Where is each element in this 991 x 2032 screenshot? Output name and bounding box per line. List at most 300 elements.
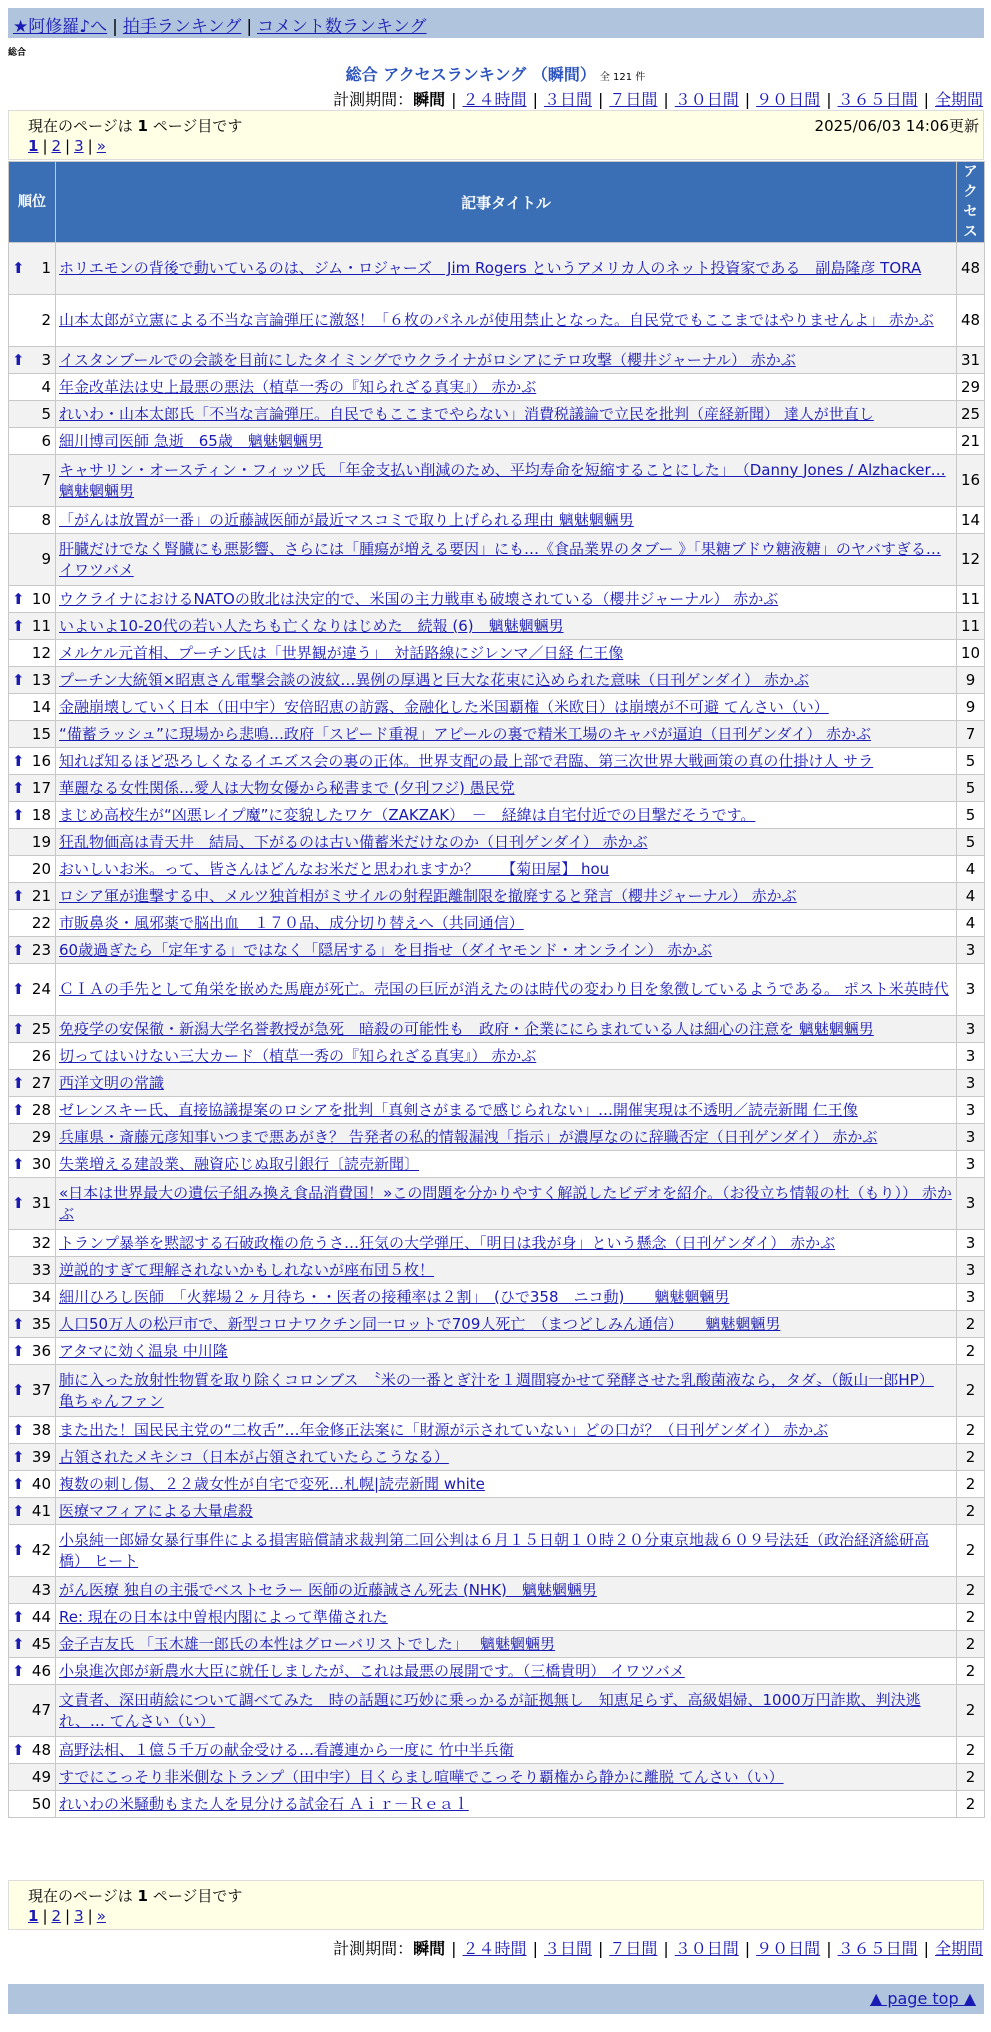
period-separator: | bbox=[597, 90, 604, 109]
rank-up-icon: ⬆ bbox=[12, 1607, 25, 1626]
article-title-link[interactable]: がん医療 独自の主張でベストセラー 医師の近藤誠さん死去 (NHK) 魑魅魍魎男 bbox=[59, 1580, 597, 1599]
page-link-2[interactable]: 2 bbox=[51, 1907, 62, 1925]
rank-number: 31 bbox=[31, 1194, 51, 1212]
rank-number: 49 bbox=[31, 1767, 51, 1786]
rank-cell bbox=[9, 455, 56, 507]
pager-bottom bbox=[8, 1880, 984, 1930]
rank-number: 7 bbox=[41, 471, 51, 489]
title-cell bbox=[56, 1658, 957, 1685]
access-count: 2 bbox=[957, 1631, 985, 1658]
article-title-link[interactable]: 「がんは放置が一番」の近藤誠医師が最近マスコミで取り上げられる理由 魑魅魍魎男 bbox=[59, 510, 634, 529]
table-row bbox=[9, 1685, 985, 1737]
period-separator: | bbox=[532, 1939, 538, 1958]
rank-cell bbox=[9, 1471, 56, 1498]
ranking-title bbox=[0, 62, 991, 85]
article-title-link[interactable]: 人口50万人の松戸市で、新型コロナワクチン同一ロットで709人死亡 （まつどしみん通信） 魑魅魍魎男 bbox=[59, 1314, 781, 1333]
rank-number: 33 bbox=[31, 1260, 51, 1279]
article-title-link[interactable]: おいしいお米。って、皆さんはどんなお米だと思われますか？ 【菊田屋】 hou bbox=[59, 859, 610, 878]
rank-number: 38 bbox=[31, 1420, 51, 1439]
rank-cell bbox=[9, 1417, 56, 1444]
rank-number: 32 bbox=[31, 1233, 51, 1252]
rank-number: 46 bbox=[31, 1661, 51, 1680]
rank-cell bbox=[9, 613, 56, 640]
title-cell bbox=[56, 1737, 957, 1764]
page-separator: | bbox=[65, 1907, 71, 1925]
access-count: 2 bbox=[957, 1737, 985, 1764]
table-row bbox=[9, 1178, 985, 1230]
access-count: 3 bbox=[957, 1016, 985, 1043]
access-count: 2 bbox=[957, 1764, 985, 1791]
article-title-link[interactable]: 肺に入った放射性物質を取り除くコロンブス 〝米の一番とぎ汁を１週間寝かせて発酵させた乳酸菌液なら，タダ〟（飯山一郎HP） 亀ちゃんファン bbox=[59, 1370, 934, 1410]
article-title-link[interactable]: 市販鼻炎・風邪薬で脳出血 １７０品、成分切り替えへ（共同通信） bbox=[59, 913, 524, 932]
period-separator: | bbox=[532, 90, 538, 109]
period-separator: | bbox=[597, 1939, 604, 1958]
article-title-link[interactable]: いよいよ10-20代の若い人たちも亡くなりはじめた 続報 (6) 魑魅魍魎男 bbox=[59, 616, 564, 635]
rank-number: 50 bbox=[31, 1794, 51, 1813]
title-cell bbox=[56, 1284, 957, 1311]
article-title-link[interactable]: 華麗なる女性関係…愛人は大物女優から秘書まで (夕刊フジ) 愚民党 bbox=[59, 778, 515, 797]
period-current: 瞬間 bbox=[413, 90, 446, 109]
rank-cell bbox=[9, 1070, 56, 1097]
period-selector-bottom bbox=[333, 1936, 983, 1959]
comment-ranking-link[interactable]: コメント数ランキング bbox=[257, 17, 427, 37]
title-cell bbox=[56, 1097, 957, 1124]
article-title-link[interactable]: れいわの米騒動もまた人を見分ける試金石 Ａｉｒ－Ｒｅａｌ bbox=[59, 1794, 469, 1813]
top-nav-bar bbox=[8, 8, 984, 38]
rank-number: 12 bbox=[31, 643, 51, 662]
table-row bbox=[9, 243, 985, 295]
col-title-header: 記事タイトル bbox=[56, 162, 957, 243]
rank-number: 2 bbox=[41, 311, 51, 329]
period-option-4[interactable]: ９０日間 bbox=[756, 90, 821, 109]
rank-cell bbox=[9, 1498, 56, 1525]
article-title-link[interactable]: 失業増える建設業、融資応じぬ取引銀行〔読売新聞〕 bbox=[59, 1154, 420, 1173]
access-count: 4 bbox=[957, 856, 985, 883]
title-cell bbox=[56, 1471, 957, 1498]
article-title-link[interactable]: すでにこっそり非米側なトランプ（田中宇）目くらまし喧嘩でこっそり覇権から静かに離脱 てんさい（い） bbox=[59, 1767, 784, 1786]
period-option-2[interactable]: ７日間 bbox=[609, 1939, 658, 1958]
rank-number: 14 bbox=[31, 697, 51, 716]
next-page-link[interactable]: » bbox=[96, 1907, 106, 1925]
article-title-link[interactable]: れいわ・山本太郎氏「不当な言論弾圧。自民でもここまでやらない」消費税議論で立民を批判（産経新聞） 達人が世直し bbox=[59, 404, 874, 423]
period-option-6[interactable]: 全期間 bbox=[934, 1939, 983, 1958]
period-option-5[interactable]: ３６５日間 bbox=[837, 90, 918, 109]
table-row bbox=[9, 428, 985, 455]
col-access-header: アクセス bbox=[957, 162, 985, 243]
page-link-3[interactable]: 3 bbox=[74, 1907, 84, 1925]
article-title-link[interactable]: 高野法相、１億５千万の献金受ける…看護連から一度に 竹中半兵衛 bbox=[59, 1740, 514, 1759]
article-title-link[interactable]: 細川ひろし医師 「火葬場２ヶ月待ち・・医者の接種率は２割」 (ひで358 ニコ動) 魑魅魍魎男 bbox=[59, 1287, 730, 1306]
rank-number: 5 bbox=[41, 404, 51, 423]
updated-timestamp: 2025/06/03 14:06更新 bbox=[814, 117, 979, 135]
rank-cell bbox=[9, 1124, 56, 1151]
access-count: 12 bbox=[957, 534, 985, 586]
article-title-link[interactable]: 西洋文明の常識 bbox=[59, 1073, 165, 1092]
page-link-3[interactable]: 3 bbox=[74, 137, 84, 155]
clap-ranking-link[interactable]: 拍手ランキング bbox=[122, 17, 242, 37]
rank-cell bbox=[9, 1365, 56, 1417]
period-option-1[interactable]: ３日間 bbox=[543, 90, 592, 109]
rank-number: 1 bbox=[41, 259, 51, 277]
article-title-link[interactable]: アタマに効く温泉 中川隆 bbox=[59, 1341, 228, 1360]
access-count: 29 bbox=[957, 374, 985, 401]
title-cell bbox=[56, 1178, 957, 1230]
article-title-link[interactable]: メルケル元首相、プーチン氏は「世界観が違う」 対話路線にジレンマ／日経 仁王像 bbox=[59, 643, 624, 662]
ranking-table bbox=[8, 161, 985, 1818]
rank-number: 6 bbox=[41, 431, 51, 450]
article-title-link[interactable]: «日本は世界最大の遺伝子組み換え食品消費国！»この問題を分かりやすく解説したビデオを紹介。（お役立ち情報の杜（もり）） 赤かぶ bbox=[59, 1183, 952, 1223]
rank-cell bbox=[9, 401, 56, 428]
title-cell bbox=[56, 613, 957, 640]
rank-cell bbox=[9, 1311, 56, 1338]
rank-number: 36 bbox=[31, 1341, 51, 1360]
title-cell bbox=[56, 910, 957, 937]
access-count: 11 bbox=[957, 586, 985, 613]
table-row bbox=[9, 1471, 985, 1498]
article-title-link[interactable]: Re: 現在の日本は中曽根内閣によって準備された bbox=[59, 1607, 388, 1626]
bottom-bar bbox=[8, 1984, 984, 2014]
rank-cell bbox=[9, 1257, 56, 1284]
rank-up-icon: ⬆ bbox=[12, 1100, 25, 1119]
title-cell bbox=[56, 775, 957, 802]
page-top-link[interactable]: ▲ page top ▲ bbox=[869, 1989, 976, 2008]
page-separator: | bbox=[87, 1907, 93, 1925]
title-cell bbox=[56, 1016, 957, 1043]
table-row bbox=[9, 829, 985, 856]
rank-up-icon: ⬆ bbox=[12, 1740, 25, 1759]
rank-cell bbox=[9, 347, 56, 374]
period-option-3[interactable]: ３０日間 bbox=[674, 1939, 739, 1958]
page-separator: | bbox=[42, 137, 48, 155]
table-row bbox=[9, 347, 985, 374]
table-row bbox=[9, 802, 985, 829]
rank-number: 34 bbox=[31, 1287, 51, 1306]
rank-cell bbox=[9, 1230, 56, 1257]
title-cell bbox=[56, 1631, 957, 1658]
rank-number: 22 bbox=[31, 913, 51, 932]
rank-number: 17 bbox=[31, 778, 51, 797]
rank-cell bbox=[9, 640, 56, 667]
access-count: 48 bbox=[957, 243, 985, 295]
article-title-link[interactable]: プーチン大統領×昭恵さん電撃会談の波紋…異例の厚遇と巨大な花束に込められた意味（日刊ゲンダイ） 赤かぶ bbox=[59, 670, 809, 689]
table-row bbox=[9, 1365, 985, 1417]
rank-cell bbox=[9, 748, 56, 775]
article-title-link[interactable]: ＣＩＡの手先として角栄を嵌めた馬鹿が死亡。売国の巨匠が消えたのは時代の変わり目を象徴しているようである。 ポスト米英時代 bbox=[59, 980, 949, 998]
access-count: 3 bbox=[957, 1151, 985, 1178]
table-row bbox=[9, 1498, 985, 1525]
access-count: 2 bbox=[957, 1365, 985, 1417]
rank-number: 48 bbox=[31, 1740, 51, 1759]
rank-cell bbox=[9, 883, 56, 910]
rank-number: 25 bbox=[31, 1019, 51, 1038]
rank-cell bbox=[9, 694, 56, 721]
rank-cell bbox=[9, 1791, 56, 1818]
title-cell bbox=[56, 694, 957, 721]
article-title-link[interactable]: 金融崩壊していく日本（田中宇）安倍昭恵の訪露、金融化した米国覇権（米欧日）は崩壊が不可避 てんさい（い） bbox=[59, 697, 829, 716]
rank-number: 43 bbox=[31, 1580, 51, 1599]
article-title-link[interactable]: 知れば知るほど恐ろしくなるイエズス会の裏の正体。世界支配の最上部で君臨、第三次世界大戦画策の真の仕掛け人 サラ bbox=[59, 751, 874, 770]
rank-number: 9 bbox=[41, 550, 51, 568]
article-title-link[interactable]: ウクライナにおけるNATOの敗北は決定的で、米国の主力戦車も破壊されている（櫻井ジャーナル） 赤かぶ bbox=[59, 589, 779, 608]
rank-number: 13 bbox=[31, 670, 51, 689]
table-row bbox=[9, 964, 985, 1016]
rank-cell bbox=[9, 1577, 56, 1604]
current-page-text: 現在のページは 1 ページ目です bbox=[28, 117, 243, 135]
title-cell bbox=[56, 347, 957, 374]
rank-number: 42 bbox=[31, 1541, 51, 1559]
article-title-link[interactable]: トランプ暴挙を黙認する石破政権の危うさ…狂気の大学弾圧、「明日は我が身」という懸念（日刊ゲンダイ） 赤かぶ bbox=[59, 1233, 836, 1252]
rank-cell bbox=[9, 1043, 56, 1070]
article-title-link[interactable]: 逆説的すぎて理解されないかもしれないが座布団５枚！ bbox=[59, 1260, 435, 1279]
rank-cell bbox=[9, 1604, 56, 1631]
rank-cell bbox=[9, 910, 56, 937]
article-title-link[interactable]: ロシア軍が進撃する中、メルツ独首相がミサイルの射程距離制限を撤廃すると発言（櫻井ジャーナル） 赤かぶ bbox=[59, 886, 797, 905]
rank-number: 39 bbox=[31, 1447, 51, 1466]
table-row bbox=[9, 613, 985, 640]
rank-up-icon: ⬆ bbox=[12, 616, 25, 635]
rank-cell bbox=[9, 428, 56, 455]
table-row bbox=[9, 1257, 985, 1284]
title-cell bbox=[56, 401, 957, 428]
article-title-link[interactable]: 細川博司医師 急逝 65歳 魑魅魍魎男 bbox=[59, 431, 323, 450]
title-cell bbox=[56, 1151, 957, 1178]
home-link[interactable]: ★阿修羅♪へ bbox=[13, 17, 108, 37]
access-count: 48 bbox=[957, 295, 985, 347]
rank-cell bbox=[9, 1016, 56, 1043]
table-row bbox=[9, 1604, 985, 1631]
rank-number: 41 bbox=[31, 1501, 51, 1520]
article-title-link[interactable]: 文責者、深田萌絵について調べてみた 時の話題に巧妙に乗っかるが証拠無し 知恵足らず、高級娼婦、1000万円詐欺、判決逃れ、… てんさい（い） bbox=[59, 1690, 921, 1730]
title-cell bbox=[56, 374, 957, 401]
access-count: 2 bbox=[957, 1525, 985, 1577]
period-separator: | bbox=[826, 1939, 832, 1958]
table-row bbox=[9, 1124, 985, 1151]
table-row bbox=[9, 455, 985, 507]
access-count: 3 bbox=[957, 1097, 985, 1124]
access-count: 2 bbox=[957, 1311, 985, 1338]
table-row bbox=[9, 667, 985, 694]
rank-number: 10 bbox=[31, 589, 51, 608]
table-row bbox=[9, 721, 985, 748]
period-label: 計測期間： bbox=[333, 90, 414, 109]
table-row bbox=[9, 694, 985, 721]
article-title-link[interactable]: “備蓄ラッシュ”に現場から悲鳴…政府「スピード重視」アピールの裏で精米工場のキャパが逼迫（日刊ゲンダイ） 赤かぶ bbox=[59, 724, 872, 743]
article-title-link[interactable]: 狂乱物価高は青天井 結局、下がるのは古い備蓄米だけなのか（日刊ゲンダイ） 赤かぶ bbox=[59, 832, 648, 851]
title-cell bbox=[56, 1230, 957, 1257]
next-page-link[interactable]: » bbox=[96, 137, 106, 155]
access-count: 2 bbox=[957, 1604, 985, 1631]
rank-number: 27 bbox=[31, 1073, 51, 1092]
rank-up-icon: ⬆ bbox=[12, 751, 25, 770]
title-cell bbox=[56, 937, 957, 964]
title-cell bbox=[56, 802, 957, 829]
access-count: 3 bbox=[957, 1178, 985, 1230]
access-count: 2 bbox=[957, 1444, 985, 1471]
access-count: 31 bbox=[957, 347, 985, 374]
rank-cell bbox=[9, 1178, 56, 1230]
title-cell bbox=[56, 243, 957, 295]
article-title-link[interactable]: 肝臓だけでなく腎臓にも悪影響、さらには「腫瘍が増える要因」にも…《食品業界のタブー 》「果糖ブドウ糖液糖」のヤバすぎる… イワツバメ bbox=[59, 539, 941, 579]
title-cell bbox=[56, 1365, 957, 1417]
page-link-2[interactable]: 2 bbox=[51, 137, 62, 155]
rank-up-icon: ⬆ bbox=[12, 1019, 25, 1038]
rank-number: 4 bbox=[41, 377, 51, 396]
article-title-link[interactable]: 小泉純一郎婦女暴行事件による損害賠償請求裁判第二回公判は６月１５日朝１０時２０分東京地裁６０９号法廷（政治経済総研高橋） ヒート bbox=[59, 1530, 930, 1570]
rank-up-icon: ⬆ bbox=[12, 1381, 25, 1399]
rank-cell bbox=[9, 802, 56, 829]
table-row bbox=[9, 295, 985, 347]
rank-cell bbox=[9, 829, 56, 856]
table-header bbox=[9, 162, 985, 243]
title-cell bbox=[56, 1124, 957, 1151]
period-option-3[interactable]: ３０日間 bbox=[674, 90, 739, 109]
rank-up-icon: ⬆ bbox=[12, 1474, 25, 1493]
table-row bbox=[9, 1016, 985, 1043]
rank-cell bbox=[9, 937, 56, 964]
rank-number: 20 bbox=[31, 859, 51, 878]
rank-number: 24 bbox=[31, 980, 51, 998]
article-title-link[interactable]: ゼレンスキー氏、直接協議提案のロシアを批判「真剣さがまるで感じられない」…開催実現は不透明／読売新聞 仁王像 bbox=[59, 1100, 858, 1119]
title-cell bbox=[56, 1417, 957, 1444]
rank-number: 18 bbox=[31, 805, 51, 824]
title-cell bbox=[56, 640, 957, 667]
article-title-link[interactable]: 兵庫県・斎藤元彦知事いつまで悪あがき？ 告発者の私的情報漏洩「指示」が濃厚なのに辞職否定（日刊ゲンダイ） 赤かぶ bbox=[59, 1127, 878, 1146]
access-count: 21 bbox=[957, 428, 985, 455]
article-title-link[interactable]: まじめ高校生が“凶悪レイプ魔”に変貌したワケ（ZAKZAK） － 経緯は自宅付近での目撃だそうです。 bbox=[59, 805, 756, 824]
rank-up-icon: ⬆ bbox=[12, 1634, 25, 1653]
period-separator: | bbox=[744, 1939, 751, 1958]
page-link-current[interactable]: 1 bbox=[28, 1907, 39, 1925]
article-title-link[interactable]: ホリエモンの背後で動いているのは、ジム・ロジャーズ Jim Rogers というアメリカ人のネット投資家である 副島隆彦 TORA bbox=[59, 259, 922, 277]
access-count: 2 bbox=[957, 1658, 985, 1685]
rank-cell bbox=[9, 1764, 56, 1791]
rank-number: 3 bbox=[41, 350, 51, 369]
access-count: 3 bbox=[957, 1043, 985, 1070]
article-title-link[interactable]: キャサリン・オースティン・フィッツ氏 「年金支払い削減のため、平均寿命を短縮することにした」 （Danny Jones / Alzhacker… 魑魅魍魎男 bbox=[59, 460, 946, 500]
rank-number: 28 bbox=[31, 1100, 51, 1119]
period-separator: | bbox=[451, 1939, 457, 1958]
access-count: 3 bbox=[957, 937, 985, 964]
title-cell bbox=[56, 1498, 957, 1525]
period-option-5[interactable]: ３６５日間 bbox=[837, 1939, 918, 1958]
period-option-4[interactable]: ９０日間 bbox=[756, 1939, 821, 1958]
rank-up-icon: ⬆ bbox=[12, 1501, 25, 1520]
article-title-link[interactable]: 60歳過ぎたら「定年する」ではなく「隠居する」を目指せ（ダイヤモンド・オンライン） 赤かぶ bbox=[59, 940, 713, 959]
period-label: 計測期間： bbox=[333, 1939, 414, 1958]
article-title-link[interactable]: 小泉進次郎が新農水大臣に就任しましたが、これは最悪の展開です。（三橋貴明） イワツバメ bbox=[59, 1661, 685, 1680]
table-row bbox=[9, 1151, 985, 1178]
page-separator: | bbox=[87, 137, 93, 155]
access-count: 16 bbox=[957, 455, 985, 507]
ranking-title-text: 総合 アクセスランキング （瞬間） bbox=[345, 65, 596, 84]
period-option-0[interactable]: ２４時間 bbox=[462, 90, 527, 109]
title-cell bbox=[56, 721, 957, 748]
rank-number: 47 bbox=[31, 1701, 51, 1719]
article-title-link[interactable]: 占領されたメキシコ（日本が占領されていたらこうなる） bbox=[59, 1447, 449, 1466]
access-count: 2 bbox=[957, 1791, 985, 1818]
rank-up-icon: ⬆ bbox=[12, 1154, 25, 1173]
access-count: 25 bbox=[957, 401, 985, 428]
rank-cell bbox=[9, 243, 56, 295]
table-row bbox=[9, 1525, 985, 1577]
rank-number: 15 bbox=[31, 724, 51, 743]
article-title-link[interactable]: また出た！国民民主党の“二枚舌”…年金修正法案に「財源が示されていない」どの口が？（日刊ゲンダイ） 赤かぶ bbox=[59, 1420, 829, 1439]
page-separator: | bbox=[42, 1907, 48, 1925]
article-title-link[interactable]: 複数の刺し傷、２２歳女性が自宅で変死…札幌|読売新聞 white bbox=[59, 1474, 485, 1493]
access-count: 9 bbox=[957, 667, 985, 694]
title-cell bbox=[56, 1525, 957, 1577]
period-option-0[interactable]: ２４時間 bbox=[462, 1939, 527, 1958]
col-rank-header: 順位 bbox=[9, 162, 56, 243]
rank-up-icon: ⬆ bbox=[12, 980, 25, 998]
total-count: 全 121 件 bbox=[599, 72, 646, 83]
period-option-6[interactable]: 全期間 bbox=[934, 90, 983, 109]
rank-number: 23 bbox=[31, 940, 51, 959]
table-row bbox=[9, 1043, 985, 1070]
rank-number: 8 bbox=[41, 510, 51, 529]
article-title-link[interactable]: イスタンブールでの会談を目前にしたタイミングでウクライナがロシアにテロ攻撃（櫻井ジャーナル） 赤かぶ bbox=[59, 350, 796, 369]
title-cell bbox=[56, 1604, 957, 1631]
title-cell bbox=[56, 856, 957, 883]
title-cell bbox=[56, 1577, 957, 1604]
article-title-link[interactable]: 山本太郎が立憲による不当な言論弾圧に激怒！「６枚のパネルが使用禁止となった。自民党でもここまではやりませんよ」 赤かぶ bbox=[59, 311, 934, 329]
page-link-current[interactable]: 1 bbox=[28, 137, 39, 155]
rank-up-icon: ⬆ bbox=[12, 1314, 25, 1333]
access-count: 3 bbox=[957, 1284, 985, 1311]
rank-up-icon: ⬆ bbox=[12, 1541, 25, 1559]
article-title-link[interactable]: 金子吉友氏 「玉木雄一郎氏の本性はグローバリストでした」 魑魅魍魎男 bbox=[59, 1634, 555, 1653]
article-title-link[interactable]: 医療マフィアによる大量虐殺 bbox=[59, 1501, 253, 1520]
article-title-link[interactable]: 免疫学の安保徹・新潟大学名誉教授が急死 暗殺の可能性も 政府・企業ににらまれている人は細心の注意を 魑魅魍魎男 bbox=[59, 1019, 874, 1038]
access-count: 14 bbox=[957, 507, 985, 534]
access-count: 5 bbox=[957, 802, 985, 829]
period-separator: | bbox=[663, 1939, 669, 1958]
access-count: 2 bbox=[957, 1417, 985, 1444]
title-cell bbox=[56, 295, 957, 347]
table-row bbox=[9, 507, 985, 534]
rank-cell bbox=[9, 1737, 56, 1764]
title-cell bbox=[56, 455, 957, 507]
period-current: 瞬間 bbox=[413, 1939, 446, 1958]
table-row bbox=[9, 775, 985, 802]
article-title-link[interactable]: 切ってはいけない三大カード（植草一秀の『知られざる真実』） 赤かぶ bbox=[59, 1046, 537, 1065]
pager-top bbox=[8, 110, 984, 160]
table-row bbox=[9, 1791, 985, 1818]
table-row bbox=[9, 1311, 985, 1338]
table-row bbox=[9, 883, 985, 910]
title-cell bbox=[56, 1257, 957, 1284]
title-cell bbox=[56, 748, 957, 775]
rank-number: 19 bbox=[31, 832, 51, 851]
title-cell bbox=[56, 1791, 957, 1818]
rank-number: 16 bbox=[31, 751, 51, 770]
access-count: 3 bbox=[957, 1124, 985, 1151]
nav-separator: | bbox=[112, 17, 118, 37]
article-title-link[interactable]: 年金改革法は史上最悪の悪法（植草一秀の『知られざる真実』） 赤かぶ bbox=[59, 377, 537, 396]
access-count: 11 bbox=[957, 613, 985, 640]
table-row bbox=[9, 1631, 985, 1658]
nav-separator: | bbox=[246, 17, 253, 37]
period-option-1[interactable]: ３日間 bbox=[543, 1939, 592, 1958]
title-cell bbox=[56, 1311, 957, 1338]
rank-number: 21 bbox=[31, 886, 51, 905]
access-count: 3 bbox=[957, 964, 985, 1016]
period-option-2[interactable]: ７日間 bbox=[609, 90, 658, 109]
access-count: 3 bbox=[957, 1230, 985, 1257]
title-cell bbox=[56, 1043, 957, 1070]
access-count: 5 bbox=[957, 775, 985, 802]
table-row bbox=[9, 1097, 985, 1124]
